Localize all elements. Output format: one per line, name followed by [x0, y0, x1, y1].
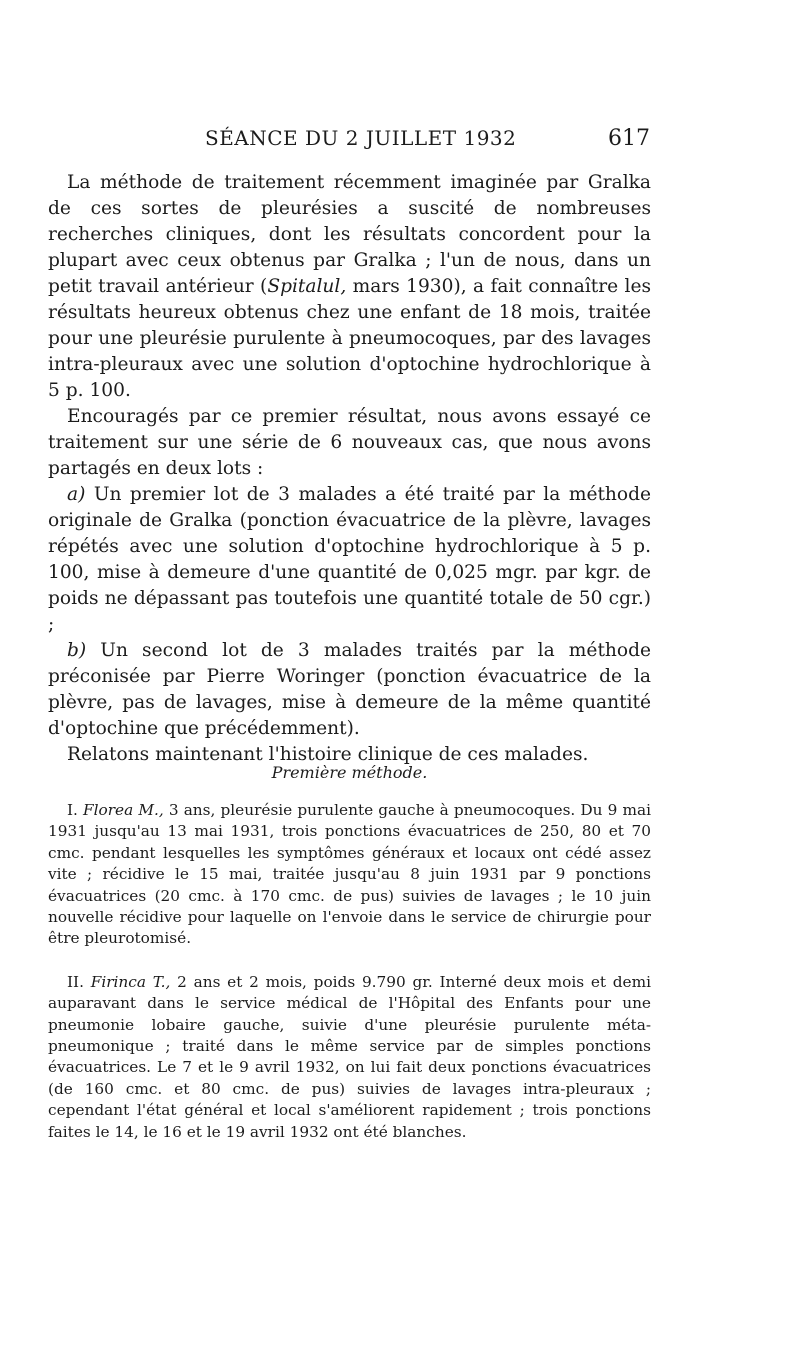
paragraph-lot-b	[48, 638, 651, 742]
case-reports	[48, 800, 651, 1143]
case-report-2	[48, 972, 651, 1143]
paragraph-encouraged: Encouragés par ce premier résultat, nous avons essayé ce traitement sur une série de 6 nouveaux cas, que nous avons partagés en deux lots :	[48, 406, 651, 479]
case-2-text: 2 ans et 2 mois, poids 9.790 gr. Interné deux mois et demi auparavant dans le service médical de l'Hôpital des Enfants pour une pneumonie lobaire gauche, suivie d'une pleurésie purulente méta-pneumonique ; traité dans le même service par de simples ponctions évacuatrices. Le 7 et le 9 avril 1932, on lui fait deux ponctions évacuatrices (de 160 cmc. et 80 cmc. de pus) suivies de lavages intra-pleuraux ; cependant l'état général et local s'améliorent rapidement ; trois ponctions faites le 14, le 16 et le 19 avril 1932 ont été blanches.	[48, 972, 652, 1141]
running-title: SÉANCE DU 2 JUILLET 1932	[205, 126, 517, 150]
case-1-number: I.	[67, 801, 84, 819]
section-title: Première méthode.	[271, 763, 428, 782]
lot-a-label: a)	[67, 484, 86, 505]
case-1-patient: Florea M.,	[83, 801, 164, 819]
case-2-patient: Firinca T.,	[90, 972, 171, 991]
page-header	[205, 126, 650, 156]
lot-a-text: Un premier lot de 3 malades a été traité par la méthode originale de Gralka (ponction évacuatrice de la plèvre, lavages répétés avec une solution d'optochine hydrochlorique à 5 p. 100, mise à demeure d'une quantité de 0,025 mgr. par kgr. de poids ne dépassant pas toutefois une quantité totale de 50 cgr.) ;	[48, 484, 651, 635]
lot-b-label: b)	[67, 640, 87, 661]
paragraph-intro-text: La méthode de traitement récemment imaginée par Gralka de ces sortes de pleurésies a suscité de nombreuses recherches cliniques, dont les résultats concordent pour la plupart avec ceux obtenus par Gralka ; l'un de nous, dans un petit travail antérieur (	[48, 172, 651, 297]
case-report-1	[48, 800, 651, 950]
paragraph-relatons: Relatons maintenant l'histoire clinique de ces malades.	[67, 744, 589, 765]
paragraph-intro-end: mars 1930), a fait connaître les résultats heureux obtenus chez une enfant de 18 mois, traitée pour une pleurésie purulente à pneumocoques, par des lavages intra-pleuraux avec une solution d'optochine hydrochlorique à 5 p. 100.	[48, 276, 652, 401]
page-number: 617	[608, 126, 650, 151]
lot-b-text: Un second lot de 3 malades traités par la méthode préconisée par Pierre Woringer (ponction évacuatrice de la plèvre, pas de lavages, mise à demeure de la même quantité d'optochine que précédemment).	[48, 640, 651, 739]
case-2-number: II.	[67, 972, 91, 991]
case-1-text: 3 ans, pleurésie purulente gauche à pneumocoques. Du 9 mai 1931 jusqu'au 13 mai 1931, trois ponctions évacuatrices de 250, 80 et 70 cmc. pendant lesquelles les symptômes généraux et locaux ont cédé assez vite ; récidive le 15 mai, traitée jusqu'au 8 juin 1931 par 9 ponctions évacuatrices (20 cmc. à 170 cmc. de pus) suivies de lavages ; le 10 juin nouvelle récidive pour laquelle on l'envoie dans le service de chirurgie pour être pleurotomisé.	[48, 801, 651, 948]
paragraph-lot-a	[48, 482, 651, 638]
paragraph-intro	[48, 170, 651, 404]
body-text	[48, 170, 651, 768]
journal-name: Spitalul,	[267, 276, 347, 297]
